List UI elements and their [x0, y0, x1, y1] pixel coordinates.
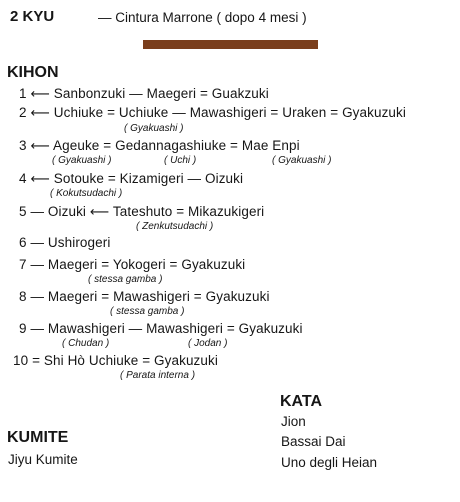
kihon-line-9-note-1: ( Chudan )	[62, 338, 110, 349]
kihon-line-5: 5 — Oizuki ⟵ Tateshuto = Mikazukigeri	[19, 204, 265, 219]
kihon-line-9: 9 — Mawashigeri — Mawashigeri = Gyakuzuki	[19, 321, 303, 336]
kihon-line-5-note-1: ( Zenkutsudachi )	[136, 221, 214, 232]
kata-title: KATA	[280, 393, 323, 410]
grade-title: 2 KYU	[10, 8, 55, 25]
kihon-title: KIHON	[7, 64, 59, 81]
kihon-line-3-note-2: ( Uchi )	[164, 155, 197, 166]
kihon-line-6: 6 — Ushirogeri	[19, 235, 111, 250]
kihon-line-7-note-1: ( stessa gamba )	[88, 274, 163, 285]
kumite-title: KUMITE	[7, 429, 69, 446]
kihon-line-2-note-1: ( Gyakuashi )	[124, 123, 184, 134]
kata-item-3: Uno degli Heian	[281, 455, 378, 470]
belt-color-bar	[143, 40, 318, 49]
kihon-line-2: 2 ⟵ Uchiuke = Uchiuke — Mawashigeri = Uraken = Gyakuzuki	[19, 105, 406, 120]
kihon-line-3: 3 ⟵ Ageuke = Gedannagashiuke = Mae Enpi	[19, 138, 300, 153]
kihon-line-10: 10 = Shi Hò Uchiuke = Gyakuzuki	[13, 353, 218, 368]
kihon-line-4-note-1: ( Kokutsudachi )	[50, 188, 123, 199]
kihon-line-10-note-1: ( Parata interna )	[120, 370, 196, 381]
kihon-line-3-note-1: ( Gyakuashi )	[52, 155, 112, 166]
kihon-line-7: 7 — Maegeri = Yokogeri = Gyakuzuki	[19, 257, 246, 272]
kumite-item-1: Jiyu Kumite	[8, 452, 78, 467]
kihon-line-8: 8 — Maegeri = Mawashigeri = Gyakuzuki	[19, 289, 270, 304]
kata-item-1: Jion	[281, 414, 306, 429]
belt-description: — Cintura Marrone ( dopo 4 mesi )	[98, 10, 307, 25]
kihon-line-8-note-1: ( stessa gamba )	[110, 306, 185, 317]
kata-item-2: Bassai Dai	[281, 434, 346, 449]
kihon-line-3-note-3: ( Gyakuashi )	[272, 155, 332, 166]
kihon-line-1: 1 ⟵ Sanbonzuki — Maegeri = Guakzuki	[19, 86, 269, 101]
kihon-line-4: 4 ⟵ Sotouke = Kizamigeri — Oizuki	[19, 171, 244, 186]
kihon-line-9-note-2: ( Jodan )	[188, 338, 228, 349]
